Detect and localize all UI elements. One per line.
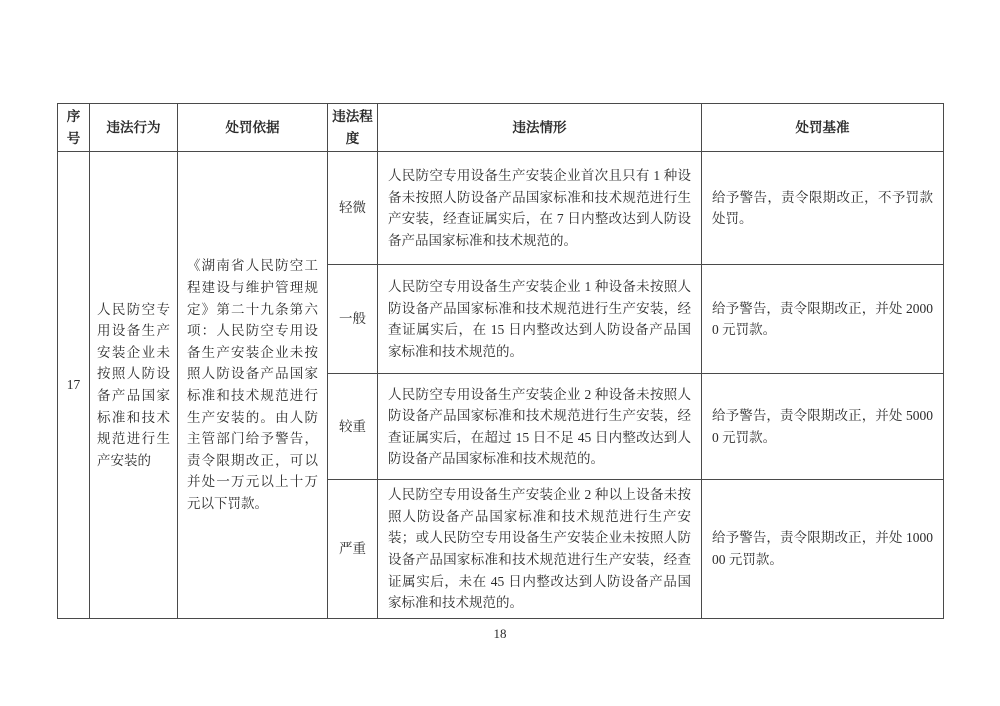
header-behavior: 违法行为 (90, 104, 178, 152)
degree-severe: 严重 (328, 480, 378, 619)
entry-basis: 《湖南省人民防空工程建设与维护管理规定》第二十九条第六项：人民防空专用设备生产安装企业未按照人防设备产品国家标准和技术规范进行生产安装的。由人防主管部门给予警告，责令限期改正，可以并处一万元以上十万元以下罚款。 (178, 152, 328, 619)
table-row (58, 152, 944, 265)
situation-severe: 人民防空专用设备生产安装企业 2 种以上设备未按照人防设备产品国家标准和技术规范进行生产安装；或人民防空专用设备生产安装企业未按照人防设备产品国家标准和技术规范进行生产安装，经查证属实后，未在 45 日内整改达到人防设备产品国家标准和技术规范的。 (378, 480, 702, 619)
penalty-standards-table (57, 103, 944, 619)
header-degree: 违法程度 (328, 104, 378, 152)
standard-serious: 给予警告，责令限期改正，并处 50000 元罚款。 (702, 374, 944, 480)
header-standard: 处罚基准 (702, 104, 944, 152)
degree-serious: 较重 (328, 374, 378, 480)
standard-severe: 给予警告，责令限期改正，并处 100000 元罚款。 (702, 480, 944, 619)
header-index: 序号 (58, 104, 90, 152)
table-header-row (58, 104, 944, 152)
standard-minor: 给予警告，责令限期改正，不予罚款处罚。 (702, 152, 944, 265)
header-basis: 处罚依据 (178, 104, 328, 152)
degree-minor: 轻微 (328, 152, 378, 265)
header-situation: 违法情形 (378, 104, 702, 152)
page-number: 18 (493, 626, 507, 641)
situation-minor: 人民防空专用设备生产安装企业首次且只有 1 种设备未按照人防设备产品国家标准和技术规范进行生产安装，经查证属实后，在 7 日内整改达到人防设备产品国家标准和技术规范的。 (378, 152, 702, 265)
degree-general: 一般 (328, 265, 378, 374)
entry-behavior: 人民防空专用设备生产安装企业未按照人防设备产品国家标准和技术规范进行生产安装的 (90, 152, 178, 619)
situation-general: 人民防空专用设备生产安装企业 1 种设备未按照人防设备产品国家标准和技术规范进行生产安装，经查证属实后，在 15 日内整改达到人防设备产品国家标准和技术规范的。 (378, 265, 702, 374)
standard-general: 给予警告，责令限期改正，并处 20000 元罚款。 (702, 265, 944, 374)
entry-index: 17 (58, 152, 90, 619)
situation-serious: 人民防空专用设备生产安装企业 2 种设备未按照人防设备产品国家标准和技术规范进行生产安装，经查证属实后，在超过 15 日不足 45 日内整改达到人防设备产品国家标准和技术规范的。 (378, 374, 702, 480)
